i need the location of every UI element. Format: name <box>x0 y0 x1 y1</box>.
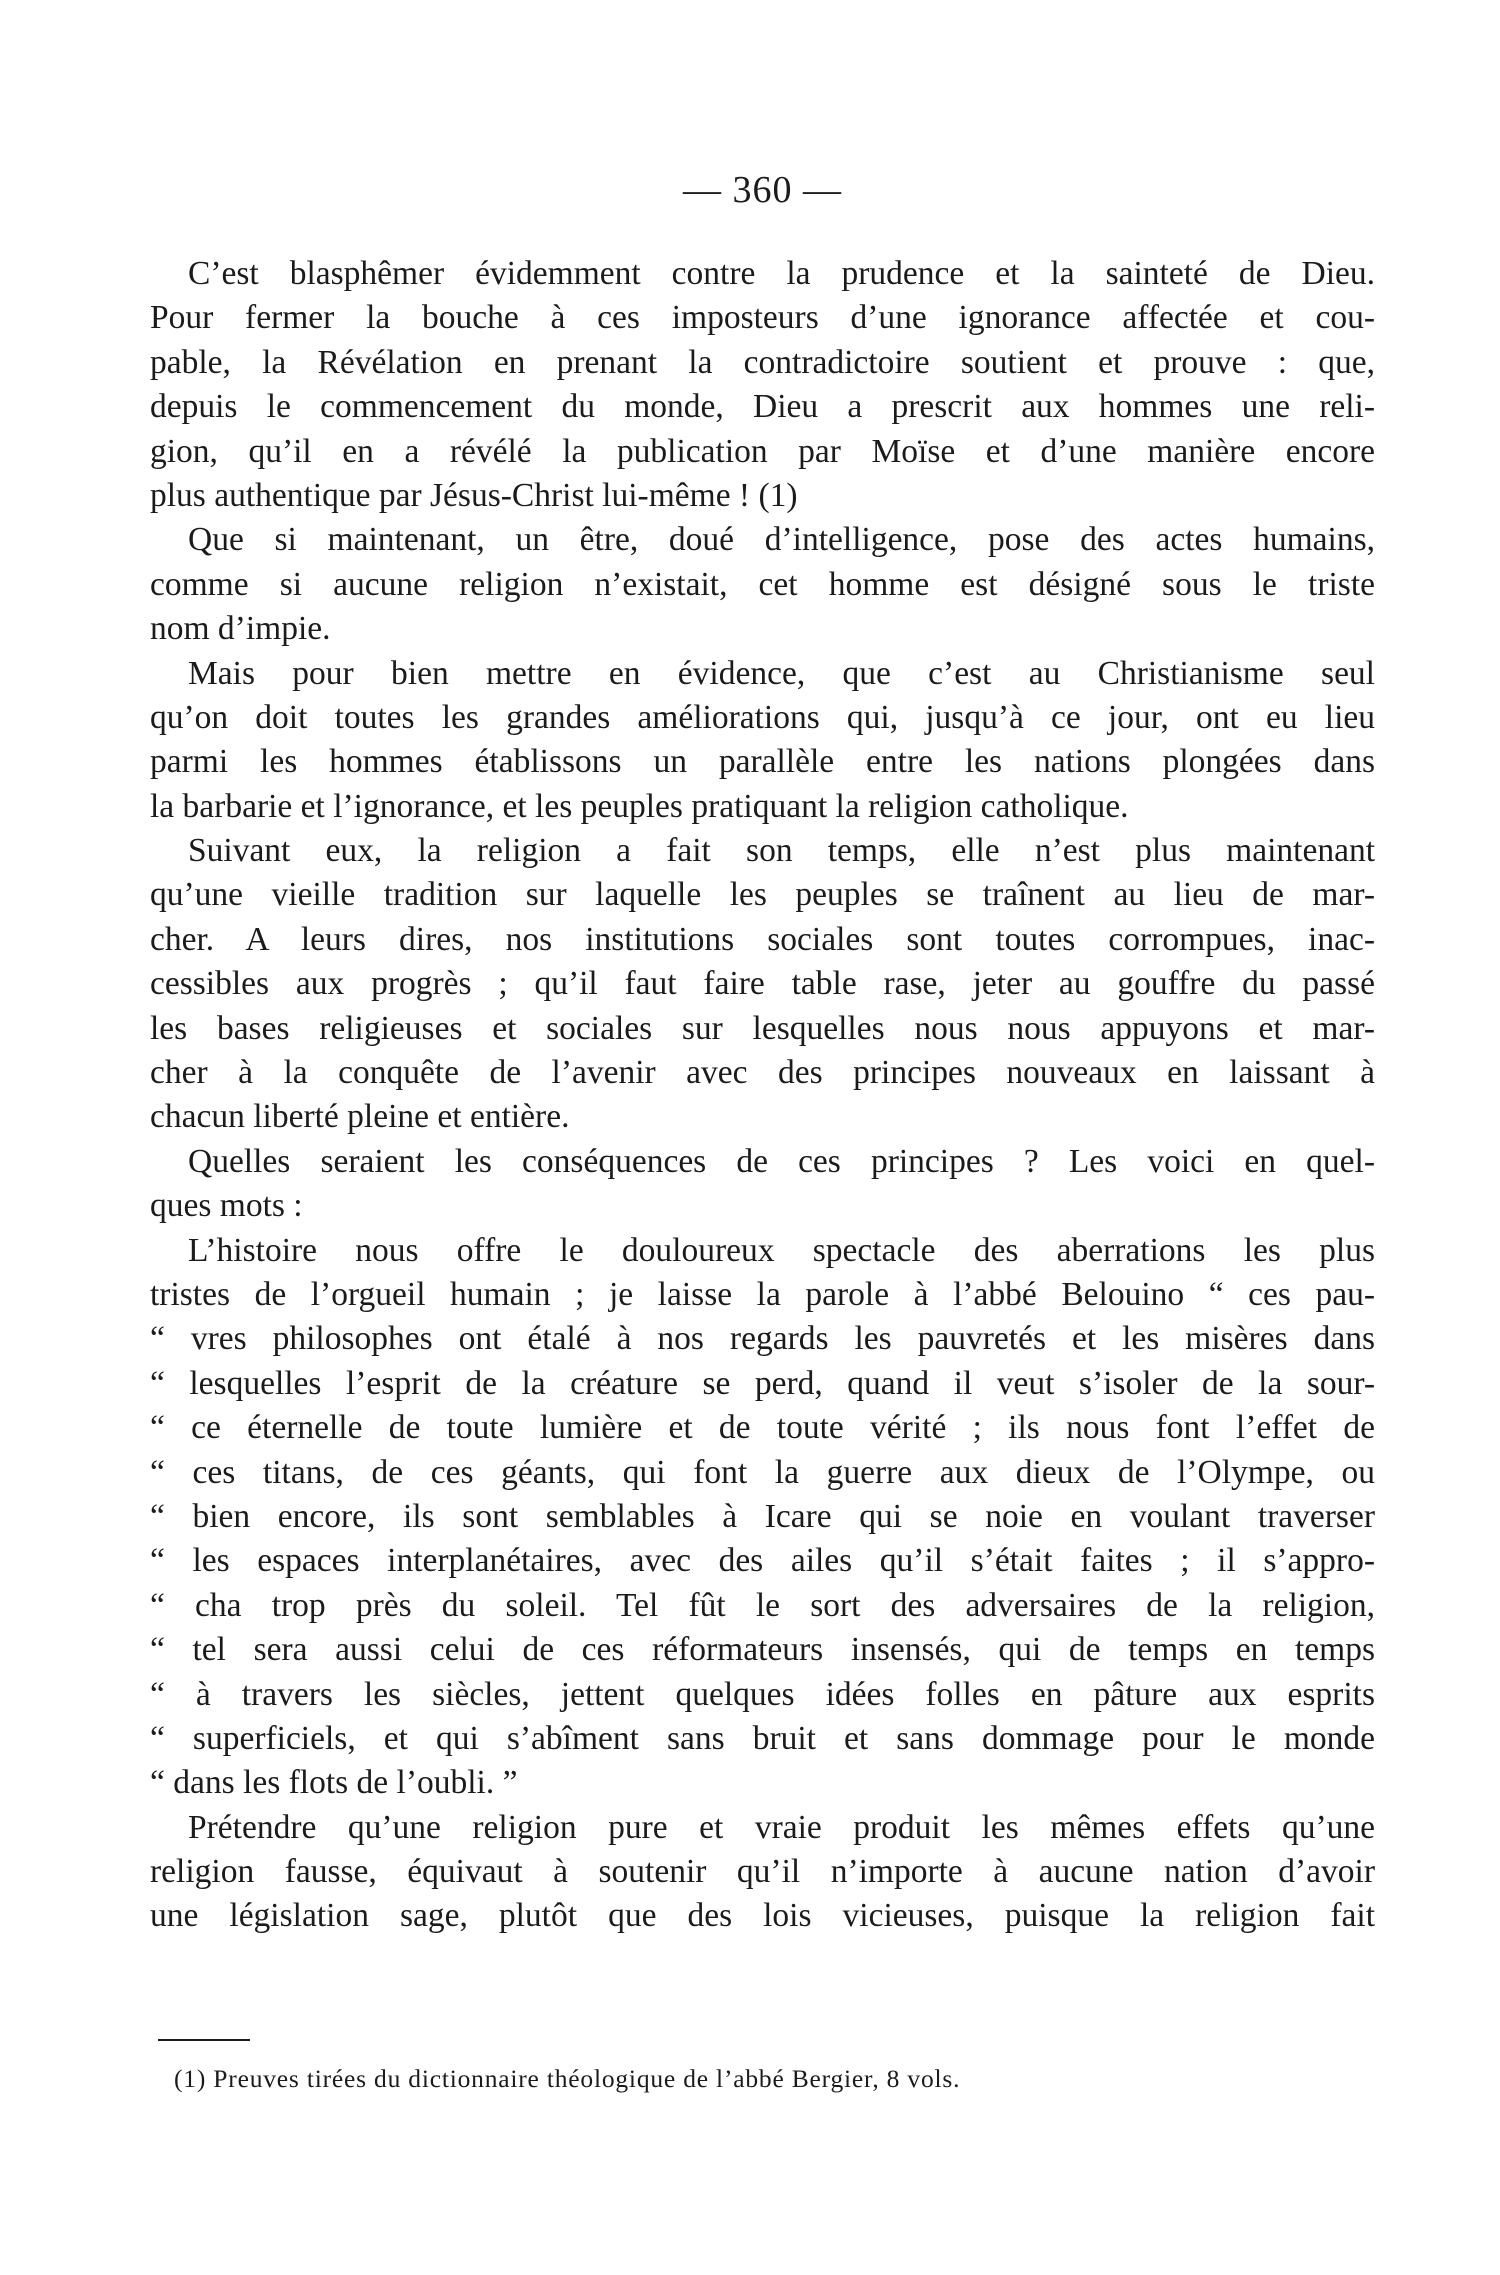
text-line: “ lesquelles l’esprit de la créature se perd, quand il veut s’isoler de la sour- <box>150 1364 1375 1402</box>
text-line: religion fausse, équivaut à soutenir qu’il n’importe à aucune nation d’avoir <box>150 1853 1375 1891</box>
text-line: Suivant eux, la religion a fait son temps, elle n’est plus maintenant <box>188 832 1375 870</box>
text-line: “ dans les flots de l’oubli. ” <box>150 1764 518 1802</box>
text-line: pable, la Révélation en prenant la contradictoire soutient et prouve : que, <box>150 343 1375 381</box>
text-line: Pour fermer la bouche à ces imposteurs d’une ignorance affectée et cou- <box>150 299 1375 337</box>
text-line: depuis le commencement du monde, Dieu a prescrit aux hommes une reli- <box>150 388 1375 426</box>
text-line: cher. A leurs dires, nos institutions sociales sont toutes corrompues, inac- <box>150 920 1375 958</box>
text-line: Quelles seraient les conséquences de ces principes ? Les voici en quel- <box>188 1142 1375 1180</box>
body-text <box>150 252 1375 1939</box>
text-line: “ cha trop près du soleil. Tel fût le sort des adversaires de la religion, <box>150 1586 1375 1624</box>
text-line: tristes de l’orgueil humain ; je laisse la parole à l’abbé Belouino “ ces pau- <box>150 1275 1375 1313</box>
text-line: les bases religieuses et sociales sur lesquelles nous nous appuyons et mar- <box>150 1009 1375 1047</box>
text-line: “ tel sera aussi celui de ces réformateurs insensés, qui de temps en temps <box>150 1631 1375 1669</box>
text-line: “ les espaces interplanétaires, avec des ailes qu’il s’était faites ; il s’appro- <box>150 1542 1375 1580</box>
text-line: cessibles aux progrès ; qu’il faut faire table rase, jeter au gouffre du passé <box>150 965 1375 1003</box>
text-line: plus authentique par Jésus-Christ lui-même ! (1) <box>150 476 798 514</box>
text-line: C’est blasphêmer évidemment contre la prudence et la sainteté de Dieu. <box>188 255 1375 292</box>
text-line: qu’une vieille tradition sur laquelle les peuples se traînent au lieu de mar- <box>150 876 1375 914</box>
text-line: “ ces titans, de ces géants, qui font la guerre aux dieux de l’Olympe, ou <box>150 1453 1375 1491</box>
text-line: “ à travers les siècles, jettent quelques idées folles en pâture aux esprits <box>150 1675 1375 1713</box>
text-line: ques mots : <box>150 1187 303 1225</box>
text-line: Que si maintenant, un être, doué d’intelligence, pose des actes humains, <box>188 521 1375 559</box>
text-line: Mais pour bien mettre en évidence, que c’est au Christianisme seul <box>188 654 1375 692</box>
text-line: “ bien encore, ils sont semblables à Icare qui se noie en voulant traverser <box>150 1497 1375 1535</box>
text-line: qu’on doit toutes les grandes améliorations qui, jusqu’à ce jour, ont eu lieu <box>150 698 1375 736</box>
text-line: cher à la conquête de l’avenir avec des principes nouveaux en laissant à <box>150 1054 1375 1092</box>
text-line: une législation sage, plutôt que des lois vicieuses, puisque la religion fait <box>150 1897 1375 1935</box>
text-line: la barbarie et l’ignorance, et les peuples pratiquant la religion catholique. <box>150 787 1129 825</box>
text-line: gion, qu’il en a révélé la publication par Moïse et d’une manière encore <box>150 432 1375 470</box>
text-line: chacun liberté pleine et entière. <box>150 1098 570 1136</box>
text-line: L’histoire nous offre le douloureux spectacle des aberrations les plus <box>188 1231 1375 1269</box>
text-line: “ superficiels, et qui s’abîment sans bruit et sans dommage pour le monde <box>150 1719 1375 1757</box>
text-line: parmi les hommes établissons un parallèle entre les nations plongées dans <box>150 743 1375 781</box>
footnote: (1) Preuves tirées du dictionnaire théologique de l’abbé Bergier, 8 vols. <box>174 2064 961 2093</box>
text-line: comme si aucune religion n’existait, cet homme est désigné sous le triste <box>150 565 1375 603</box>
text-line: “ ce éternelle de toute lumière et de toute vérité ; ils nous font l’effet de <box>150 1409 1375 1447</box>
text-line: “ vres philosophes ont étalé à nos regards les pauvretés et les misères dans <box>150 1320 1375 1358</box>
book-page <box>150 0 1375 2275</box>
text-line: Prétendre qu’une religion pure et vraie produit les mêmes effets qu’une <box>188 1808 1375 1846</box>
page-number: — 360 — <box>683 169 842 211</box>
footnote-separator <box>158 2039 250 2041</box>
text-line: nom d’impie. <box>150 610 331 648</box>
